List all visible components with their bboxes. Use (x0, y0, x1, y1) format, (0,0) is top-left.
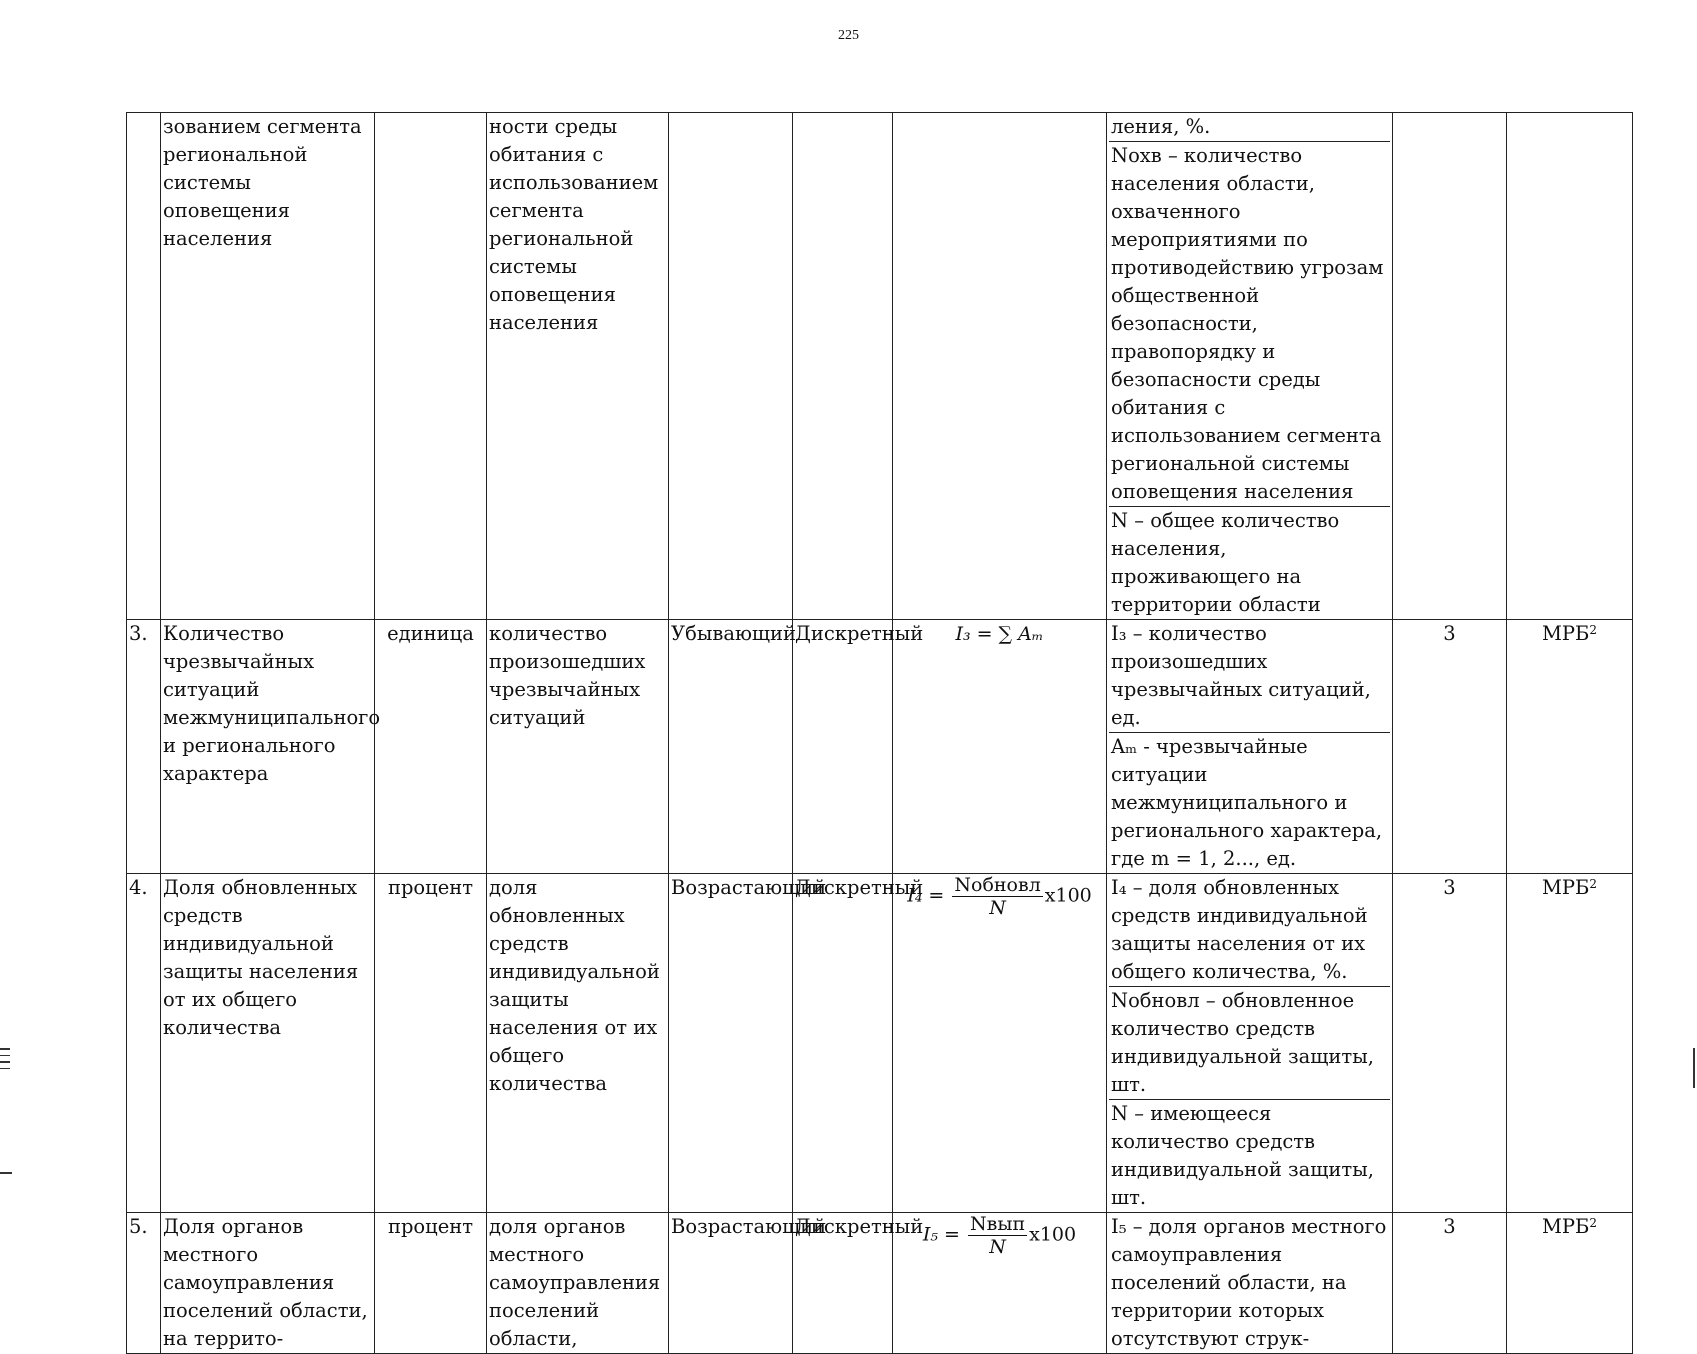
formula-multiplier: x100 (1044, 884, 1092, 907)
level-cell: 3 (1393, 874, 1507, 1213)
formula-lhs: I₅ = (922, 1223, 960, 1246)
scan-bottom-mark (0, 1172, 12, 1174)
level-cell: 3 (1393, 1213, 1507, 1354)
definition-cell: доля органов местного самоуправления поселений области, (487, 1213, 669, 1354)
param-item: Nохв – количество населения области, охваченного мероприятиями по противодействию угрозам общественной безопасности, правопорядку и безопасности среды обитания с использованием сегмента региональной системы оповещения населения (1109, 142, 1390, 507)
indicators-table (126, 112, 1633, 1354)
source-text: МРБ (1541, 876, 1590, 899)
unit-cell: процент (375, 1213, 487, 1354)
param-item: N – имеющееся количество средств индивидуальной защиты, шт. (1111, 1102, 1374, 1209)
formula-fraction (968, 1213, 1027, 1258)
param-item: ления, %. (1109, 113, 1390, 142)
source-cell (1507, 874, 1633, 1213)
unit-cell (375, 113, 487, 620)
param-item: I₄ – доля обновленных средств индивидуальной защиты населения от их общего количества, %. (1109, 874, 1390, 987)
formula-numerator: Nвып (970, 1213, 1026, 1235)
formula-fraction (952, 874, 1042, 919)
row-number: 5. (127, 1213, 161, 1354)
unit-cell: процент (375, 874, 487, 1213)
source-cell (1507, 620, 1633, 874)
formula-cell (893, 1213, 1107, 1354)
source-cell (1507, 113, 1633, 620)
level-cell: 3 (1393, 620, 1507, 874)
source-cell (1507, 1213, 1633, 1354)
scan-edge-bar (1687, 1048, 1697, 1088)
definition-cell: количество произошедших чрезвычайных ситуаций (487, 620, 669, 874)
formula-multiplier: x100 (1029, 1223, 1077, 1246)
table-row (127, 113, 1633, 620)
trend-cell: Возрастающий (669, 874, 793, 1213)
source-text: МРБ (1541, 622, 1590, 645)
row-number: 4. (127, 874, 161, 1213)
table-row (127, 1213, 1633, 1354)
formula-denominator: N (989, 1236, 1006, 1258)
param-item: Aₘ - чрезвычайные ситуации межмуниципального и регионального характера, где m = 1, 2..., ед. (1111, 735, 1383, 870)
param-item: I₅ – доля органов местного самоуправления поселений области, на территории которых отсутствуют струк- (1111, 1215, 1387, 1350)
source-text: МРБ (1541, 1215, 1590, 1238)
footnote-mark: 2 (1589, 1216, 1598, 1230)
level-cell (1393, 113, 1507, 620)
trend-cell: Возрастающий (669, 1213, 793, 1354)
formula-lhs: I₄ = (907, 884, 945, 907)
params-cell (1107, 1213, 1393, 1354)
type-cell: Дискретный (793, 1213, 893, 1354)
param-item: N – общее количество населения, проживающего на территории области (1111, 509, 1340, 616)
trend-cell (669, 113, 793, 620)
indicator-name: Количество чрезвычайных ситуаций межмуниципального и регионального характера (161, 620, 375, 874)
formula-denominator: N (989, 897, 1006, 919)
page-number: 225 (838, 28, 859, 43)
table-row (127, 620, 1633, 874)
row-number (127, 113, 161, 620)
formula-cell (893, 113, 1107, 620)
definition-cell: доля обновленных средств индивидуальной защиты населения от их общего количества (487, 874, 669, 1213)
params-cell (1107, 620, 1393, 874)
formula-cell (893, 874, 1107, 1213)
formula-cell: I₃ = ∑ Aₘ (893, 620, 1107, 874)
param-item: Nобновл – обновленное количество средств индивидуальной защиты, шт. (1109, 987, 1390, 1100)
params-cell (1107, 874, 1393, 1213)
indicator-name: Доля органов местного самоуправления поселений области, на террито- (161, 1213, 375, 1354)
unit-cell: единица (375, 620, 487, 874)
definition-cell: ности среды обитания с использованием сегмента региональной системы оповещения населения (487, 113, 669, 620)
type-cell (793, 113, 893, 620)
indicator-name: зованием сегмента региональной системы оповещения населения (161, 113, 375, 620)
formula-numerator: Nобновл (954, 874, 1041, 896)
footnote-mark: 2 (1589, 623, 1598, 637)
params-cell (1107, 113, 1393, 620)
type-cell: Дискретный (793, 874, 893, 1213)
type-cell: Дискретный (793, 620, 893, 874)
param-item: I₃ – количество произошедших чрезвычайных ситуаций, ед. (1109, 620, 1390, 733)
trend-cell: Убывающий (669, 620, 793, 874)
row-number: 3. (127, 620, 161, 874)
scan-edge-marks (0, 1048, 12, 1088)
table-row (127, 874, 1633, 1213)
indicator-name: Доля обновленных средств индивидуальной защиты населения от их общего количества (161, 874, 375, 1213)
footnote-mark: 2 (1589, 877, 1598, 891)
